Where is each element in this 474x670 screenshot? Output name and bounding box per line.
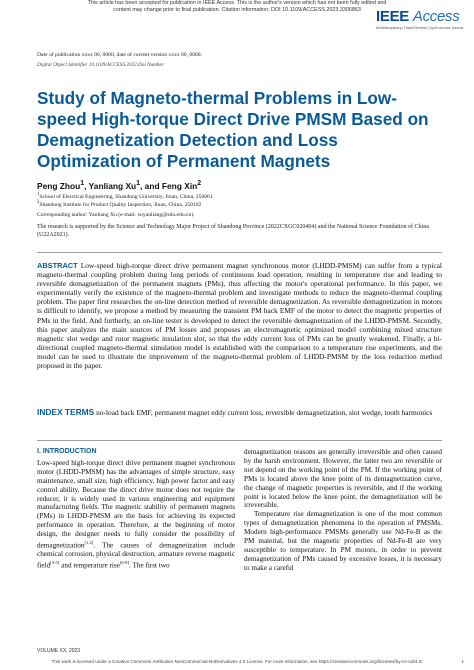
- journal-logo: [376, 8, 464, 30]
- divider: [37, 252, 442, 253]
- page-number: 1: [461, 659, 464, 664]
- body-column-left: [37, 448, 235, 571]
- body-paragraph: Low-speed high-torque direct drive permanent magnet synchronous motor (LHDD-PMSM) has the advantages of simple structure, easy maintenance, small size, high efficiency, high power factor and easy control ability. Because the direct drive motor does not require the reducer, it is widely used in various engineering and equipment manufacturing fields. The magnetic stability of permanent magnets (PMs) in LHDD-PMSM are the basis for achieving its expected performance in operation. Therefore, at the beginning of motor design, the designer needs to fully consider the possibility of demagnetization[1,2]. The causes of demagnetization include chemical corrosion, physical destruction, armature reverse magnetic field[3-5] and temperature rise[6-8]. The first two: [37, 458, 235, 570]
- author-name: Peng Zhou: [37, 180, 81, 191]
- index-terms-text: no-load back EMF, permanent magnet eddy current loss, reversible demagnetization, slot wedge, tooth harmonics: [96, 408, 433, 417]
- section-heading: I. INTRODUCTION: [37, 448, 97, 455]
- author-separator: ,: [84, 180, 89, 191]
- author-affil-mark: 1: [136, 180, 141, 187]
- author-name: Feng Xin: [161, 180, 198, 191]
- corresponding-author: Corresponding author: Yanliang Xu (e-mail: xuyanliang@sdu.edu.cn).: [37, 212, 195, 218]
- body-paragraph: Temperature rise demagnetization is one of the most common types of demagnetization phenomena in the operation of PMSMs. Modern high-performance PMSMs generally use Nd-Fe-B as the PM material, but the magnetic properties of Nd-Fe-B are very susceptible to temperature. In PM motors, in order to prevent demagnetization of PMs caused by excessive losses, it is necessary to make a careful: [244, 510, 442, 572]
- citation: [1,2]: [84, 540, 94, 546]
- citation: [3-5]: [50, 560, 60, 566]
- citation: [6-8]: [119, 560, 130, 566]
- publication-dates: Date of publication xxxx 00, 0000, date of current version xxxx 00, 0000.: [37, 52, 202, 58]
- publication-note-line2: content may change prior to final publication. Citation information: DOI 10.1109/ACCESS.2023.3306863: [113, 6, 361, 13]
- author-affil-mark: 2: [197, 180, 202, 187]
- author-affil-mark: 1: [80, 180, 85, 187]
- paper-title: Study of Magneto-thermal Problems in Low-speed High-torque Direct Drive PMSM Based on Demagnetization Detection and Loss Optimization of Permanent Magnets: [37, 88, 429, 171]
- body-column-right: [244, 448, 442, 573]
- author-list: [37, 180, 201, 191]
- divider: [37, 440, 442, 441]
- affiliation-1: $^1$School of Electrical Engineering, Shandong University, Jinan, China, 250061: [37, 192, 213, 200]
- abstract: [37, 261, 442, 370]
- journal-logo-name: IEEE Access: [376, 8, 460, 25]
- abstract-text: Low-speed high-torque direct drive permanent magnet synchronous motor (LHDD-PMSM) can suffer from a typical magneto-thermal coupling problem during long periods of continuous load operation, resulting in temperature rise and leading to reversible demagnetization of the permanent magnets (PMs), thus affecting the motor's operational performance. In this paper, we experimentally verify the existence of the magneto-thermal problem and investigate methods to reduce the magneto-thermal coupling problem. The paper first researches the on-line detection method of reversible demagnetization. As reversible demagnetization in motors is difficult to identify, we propose a method by measuring the transient PM back EMF of the motor to detect the magnetic properties of PMs in the field. And furtherly, an on-line tester is developed to detect the reversible demagnetization of the LHDD-PMSM. Secondly, this paper analyzes the main sources of PM losses and proposes an electromagnetic optimized model combining mixed structure magnetic slot wedge and rotor magnetic insulation slot, so that the eddy current loss of PMs can be greatly weakened. Finally, a bi-directional coupled magneto-thermal simulation model is established with the comparison to a temperature rise experiments, and the model can be used to illustrate the improvement of the magneto-thermal problem of LHDD-PMSM by the loss reduction method proposed in the paper.: [37, 261, 442, 371]
- funding-statement: The research is supported by the Science and Technology Major Project of Shandong Province (2022CXGC020404) and the National Science Foundation of China (U22A2021).: [37, 224, 429, 238]
- index-terms-label: INDEX TERMS: [37, 407, 95, 417]
- body-paragraph: demagnetization reasons are generally irreversible and often caused by the harsh environment. However, the latter two are reversible or not depend on the working point of the PM. If the working point of PMs is located above the knee point of its demagnetization curve, the change of magnetic properties is reversible, and if the working point is located below the knee point, the demagnetization will be irreversible.: [244, 448, 442, 510]
- license-notice: This work is licensed under a Creative Commons Attribution-NonCommercial-NoDerivatives 4.0 License. For more information, see https://creativecommons.org/licenses/by-nc-nd/4.0/: [51, 659, 423, 664]
- journal-logo-tagline: Multidisciplinary | Rapid Review | Open Access Journal: [376, 26, 464, 30]
- index-terms: [37, 408, 442, 417]
- affiliation-2: $^2$Shandong Institute for Product Quality Inspection, Jinan, China, 250102: [37, 200, 202, 208]
- author-separator: , and: [140, 180, 162, 191]
- doi-line: Digital Object Identifier 10.1109/ACCESS.2022.Doi Number: [37, 62, 164, 68]
- author-name: Yanliang Xu: [88, 180, 137, 191]
- volume-label: VOLUME XX, 2023: [37, 648, 81, 654]
- publication-note-line1: This article has been accepted for publication in IEEE Access. This is the author's version which has not been fully edited and: [87, 0, 387, 6]
- abstract-label: ABSTRACT: [37, 261, 78, 270]
